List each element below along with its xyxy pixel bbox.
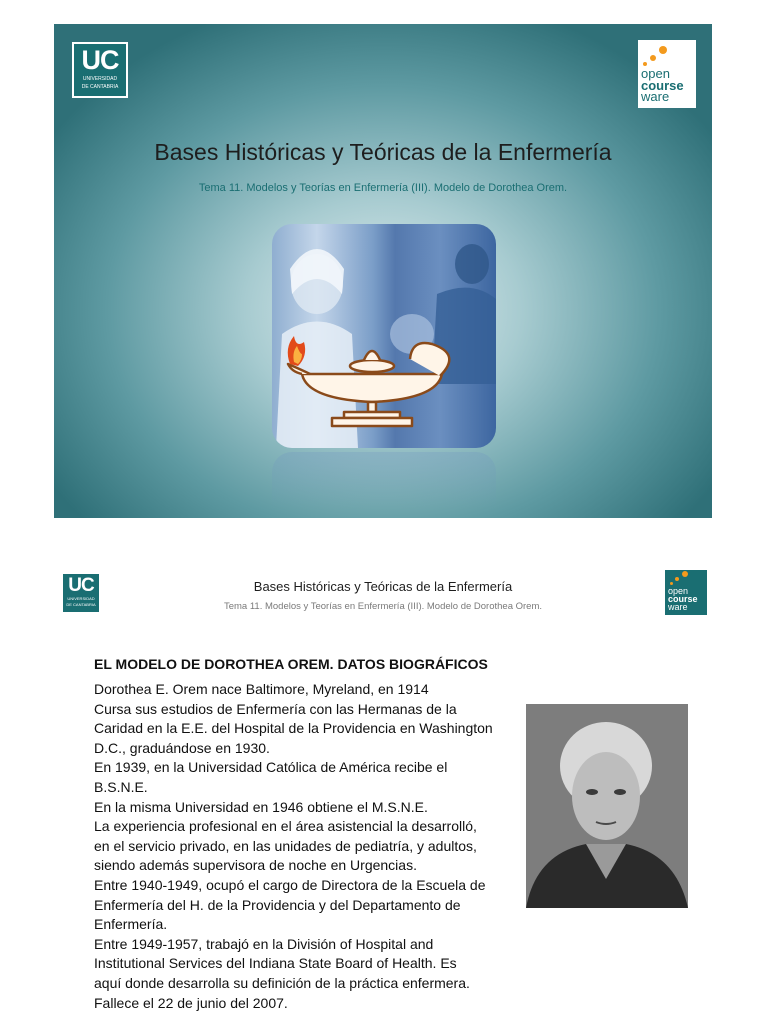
bio-line: aquí donde desarrolla su definición de la práctica enfermera. (94, 974, 470, 991)
bio-line: Cursa sus estudios de Enfermería con las Hermanas de la (94, 700, 457, 717)
uc-logo-line2: DE CANTABRIA (66, 602, 96, 608)
slide-subtitle: Tema 11. Modelos y Teorías en Enfermería (III). Modelo de Dorothea Orem. (198, 182, 568, 194)
ocw-open: open (641, 66, 670, 81)
bio-line: Entre 1949-1957, trabajó en la División of Hospital and (94, 935, 434, 952)
uc-logo (72, 42, 128, 98)
header-title: Bases Históricas y Teóricas de la Enfermería (253, 579, 513, 594)
ocw-course: course (668, 594, 698, 605)
bio-line: D.C., graduándose en 1930. (94, 739, 270, 756)
bio-line: Dorothea E. Orem nace Baltimore, Myreland, en 1914 (94, 681, 429, 697)
uc-logo-mark: UC (68, 575, 94, 596)
bio-line: siendo además supervisora de noche en Urgencias. (94, 857, 417, 874)
bio-line: Caridad en la E.E. del Hospital de la Providencia en Washington (94, 720, 493, 737)
ocw-ware: ware (668, 602, 688, 613)
uc-logo-line1: UNIVERSIDAD (82, 76, 118, 82)
ocw-logo (665, 570, 707, 615)
uc-logo-line2: DE CANTABRIA (81, 84, 119, 91)
bio-line: La experiencia profesional en el área asistencial la desarrolló, (94, 818, 477, 835)
bio-line: En 1939, en la Universidad Católica de América recibe el (94, 759, 448, 776)
slide-title: Bases Históricas y Teóricas de la Enfermería (154, 139, 612, 165)
content-slide (54, 560, 712, 1024)
bio-line: Entre 1940-1949, ocupó el cargo de Directora de la Escuela de (94, 876, 486, 893)
bio-line: B.S.N.E. (94, 778, 148, 795)
nursing-collage-image (272, 224, 496, 448)
ocw-open: open (668, 586, 689, 596)
uc-logo-line1: UNIVERSIDAD (67, 596, 95, 601)
portrait-illustration (526, 704, 688, 908)
bio-line: Enfermería. (94, 916, 168, 933)
image-reflection (272, 452, 496, 508)
biography-text (94, 680, 524, 1013)
dorothea-orem-portrait (526, 704, 688, 908)
uc-logo-mark: UC (81, 45, 119, 75)
title-slide (54, 24, 712, 518)
bio-line: Fallece el 22 de junio del 2007. (94, 994, 288, 1011)
header-subtitle: Tema 11. Modelos y Teorías en Enfermería (III). Modelo de Dorothea Orem. (223, 601, 543, 612)
ocw-course: course (641, 77, 684, 93)
bio-line: Institutional Services del Indiana State Board of Health. Es (94, 955, 457, 972)
ocw-ware: ware (641, 89, 670, 105)
bio-line: En la misma Universidad en 1946 obtiene el M.S.N.E. (94, 798, 428, 815)
bio-line: Enfermería del H. de la Providencia y del Departamento de (94, 896, 461, 913)
nurse-lamp-illustration (272, 224, 496, 448)
bio-line: en el servicio privado, en las unidades de pediatría, y adultos, (94, 837, 477, 854)
section-title: EL MODELO DE DOROTHEA OREM. DATOS BIOGRÁFICOS (94, 656, 488, 672)
ocw-logo (638, 40, 696, 108)
